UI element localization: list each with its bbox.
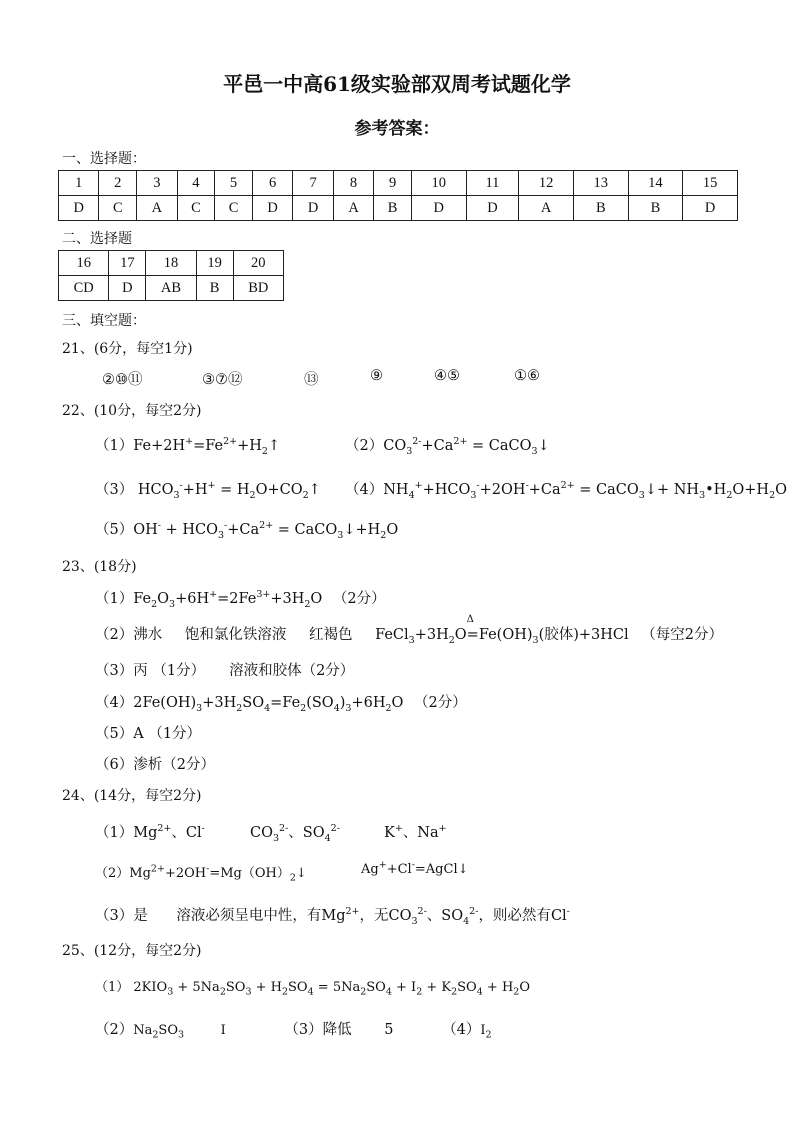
- answer: 沸水: [133, 627, 163, 643]
- page-title: 平邑一中高61级实验部双周考试题化学: [223, 72, 571, 96]
- table-cell: AB: [146, 276, 196, 301]
- answer: A （1分）: [133, 726, 202, 742]
- q23-line-1: $(1)Fe_2O_3+6H^+=2Fe^{3+}+3H_2O$ （2分）: [95, 589, 386, 610]
- q23-line-4: $(4)2Fe(OH)_3+3H_2SO_4=Fe_2(SO_4)_3+6H_2O$ （2分）: [95, 695, 467, 714]
- item-number: （4）: [95, 695, 134, 711]
- q21-blank: ④⑤: [434, 368, 460, 384]
- table-cell: 19: [196, 251, 233, 276]
- item-number: （2）: [95, 627, 134, 643]
- table-cell: 16: [59, 251, 109, 276]
- table-cell: 6: [252, 171, 292, 196]
- section-3-label: 三、填空题：: [62, 313, 146, 329]
- q22-line-2: $(2)CO_3^{2-}+Ca^{2+}$ = CaCO$_3$↓: [345, 436, 550, 457]
- table-cell: B: [374, 196, 412, 221]
- item-number: （2）: [345, 438, 384, 454]
- item-number: （1）: [95, 825, 134, 841]
- table-cell: A: [333, 196, 373, 221]
- table-cell: 12: [519, 171, 574, 196]
- table-cell: 7: [293, 171, 333, 196]
- table-cell: 20: [233, 251, 283, 276]
- table-cell: D: [109, 276, 146, 301]
- item-number: （2）: [95, 866, 130, 881]
- table-cell: BD: [233, 276, 283, 301]
- q24-line-2: $(2)Mg^{2+}+2OH^-=Mg(OH)_2↓$: [95, 863, 307, 884]
- table-cell: D: [466, 196, 519, 221]
- q24-line-2b: Ag++Cl-=AgCl↓: [361, 859, 469, 877]
- q23-line-6: [95, 753, 215, 774]
- item-number: （5）: [95, 522, 134, 538]
- table-cell: B: [573, 196, 628, 221]
- q23-header: 23、(18分): [62, 559, 137, 575]
- q24-line-1c: K+、Na+: [384, 823, 447, 841]
- answer-text: ，则必然有: [478, 908, 551, 924]
- answer-text: 、: [426, 908, 442, 924]
- score: （2分）: [332, 591, 386, 607]
- item-number: （3）: [95, 482, 134, 498]
- item-number: （5）: [95, 726, 134, 742]
- answer: 渗析（2分）: [133, 757, 215, 773]
- q21-blank: ③⑦⑫: [202, 372, 243, 388]
- q22-header: 22、(10分，每空2分): [62, 403, 202, 419]
- answer: I: [220, 1023, 226, 1038]
- answer: 溶液和胶体（2分）: [229, 663, 355, 679]
- table-cell: 8: [333, 171, 373, 196]
- answer: 红褐色: [308, 627, 353, 643]
- q23-line-5: [95, 722, 201, 743]
- table-cell: A: [519, 196, 574, 221]
- table-cell: D: [252, 196, 292, 221]
- table-cell: 1: [59, 171, 99, 196]
- item-number: （3）: [95, 908, 134, 924]
- score: （1分）: [152, 663, 206, 679]
- table-cell: 3: [137, 171, 177, 196]
- table-row-answers: [59, 196, 738, 221]
- score: （每空2分）: [641, 627, 724, 643]
- table-cell: C: [99, 196, 137, 221]
- answer: 饱和氯化铁溶液: [184, 627, 287, 643]
- table-row-numbers: [59, 171, 738, 196]
- answer: 丙: [133, 663, 148, 679]
- q22-line-5: $(5)OH^- + HCO_3^-+Ca^{2+}$ = $CaCO_3↓+H_2O$: [95, 520, 399, 541]
- table-cell: B: [628, 196, 683, 221]
- table-cell: C: [215, 196, 253, 221]
- section-2-label: 二、选择题: [62, 231, 132, 247]
- answer: 5: [384, 1022, 394, 1038]
- table-cell: 17: [109, 251, 146, 276]
- colloid-label: (胶体): [538, 627, 579, 643]
- table-cell: 10: [411, 171, 466, 196]
- item-number: （6）: [95, 757, 134, 773]
- table-row-answers: [59, 276, 284, 301]
- item-number: （4）: [442, 1022, 481, 1038]
- table-cell: D: [293, 196, 333, 221]
- answer: （3）降低: [284, 1022, 352, 1038]
- answer-table-2: [58, 250, 284, 301]
- table-cell: 2: [99, 171, 137, 196]
- q24-header: 24、(14分，每空2分): [62, 788, 202, 804]
- page-subtitle: 参考答案：: [354, 119, 440, 139]
- q24-line-1: $(1)Mg^{2+}$、Cl-: [95, 823, 205, 841]
- table-cell: 18: [146, 251, 196, 276]
- table-cell: D: [59, 196, 99, 221]
- q21-header: 21、(6分，每空1分): [62, 341, 193, 357]
- table-cell: 4: [177, 171, 215, 196]
- table-cell: D: [683, 196, 738, 221]
- q25-line-1: （1） $2KIO_3 + 5Na_2SO_3 + H_2SO_4 = 5Na_2SO_4 + I_2 + K_2SO_4 + H_2O$: [95, 980, 530, 998]
- item-number: （1）: [95, 591, 134, 607]
- item-number: （2）: [95, 1022, 134, 1038]
- q25-line-2: $(2)Na_2SO_3$ I （3）降低 5 $(4)I_2$: [95, 1022, 492, 1041]
- table-cell: 9: [374, 171, 412, 196]
- table-cell: CD: [59, 276, 109, 301]
- q21-blank: ①⑥: [514, 368, 540, 384]
- q22-line-1: $(1)Fe+2H^+=Fe^{2+}+H_2↑$: [95, 436, 281, 457]
- item-number: （4）: [345, 482, 384, 498]
- q24-line-3: （3）是 溶液必须呈电中性，有$Mg^{2+}$，无$CO_3^{2-}$、$SO_4^{2-}$，则必然有Cl-: [95, 906, 570, 927]
- answer-text: ，无: [359, 908, 389, 924]
- q22-line-4: $(4)NH_4^++HCO_3^-+2OH^-+Ca^{2+}$ = CaCO$_3$↓+ $NH_3•H_2O+H_2O$: [345, 480, 787, 501]
- q21-blank: ⑨: [370, 368, 383, 384]
- table-cell: D: [411, 196, 466, 221]
- q23-line-2: （2）沸水 饱和氯化铁溶液 红褐色 $FeCl_3+3H_2O$ Δ $=Fe(OH)_3$(胶体)+3HCl （每空2分）: [95, 614, 724, 646]
- item-number: （3）: [95, 663, 134, 679]
- q21-blank: ⑬: [304, 372, 319, 388]
- table-cell: C: [177, 196, 215, 221]
- answer: 是: [133, 908, 148, 924]
- q23-line-3: [95, 659, 354, 680]
- answer-text: 溶液必须呈电中性，有: [176, 908, 322, 924]
- table-cell: 11: [466, 171, 519, 196]
- score: （2分）: [414, 695, 467, 711]
- section-1-label: 一、选择题：: [62, 151, 146, 167]
- q25-header: 25、(12分，每空2分): [62, 943, 202, 959]
- table-cell: 13: [573, 171, 628, 196]
- table-cell: A: [137, 196, 177, 221]
- table-row-numbers: [59, 251, 284, 276]
- table-cell: B: [196, 276, 233, 301]
- item-number: （1）: [95, 980, 130, 995]
- q22-line-3: （3） $HCO_3^-+H^+$ = $H_2O+CO_2↑$: [95, 480, 321, 501]
- table-cell: 5: [215, 171, 253, 196]
- q21-blank: ②⑩⑪: [102, 372, 143, 388]
- table-cell: 14: [628, 171, 683, 196]
- item-number: （1）: [95, 438, 134, 454]
- table-cell: 15: [683, 171, 738, 196]
- q24-line-1b: $CO_3^{2-}$、$SO_4^{2-}$: [250, 823, 340, 844]
- answer-table-1: [58, 170, 738, 221]
